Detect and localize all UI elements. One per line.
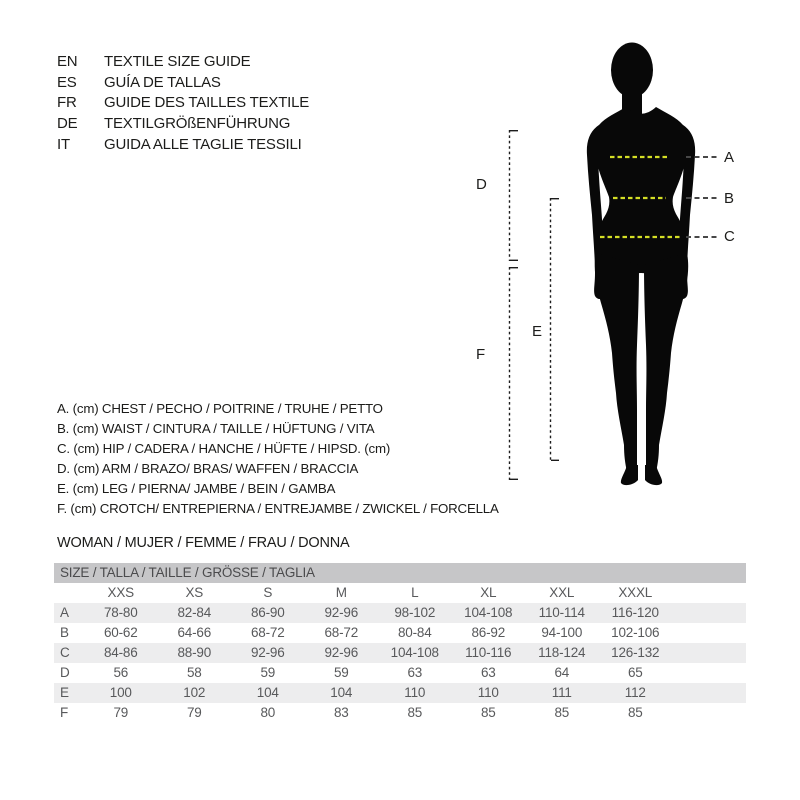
column-header-xxs: XXS: [107, 585, 134, 600]
size-cell: 64: [554, 665, 570, 680]
title-row-fr: [57, 93, 309, 114]
column-header-xs: XS: [185, 585, 204, 600]
size-cell: 59: [333, 665, 349, 680]
size-cell: 79: [186, 705, 202, 720]
title-row-es: [57, 73, 309, 94]
size-cell: 102: [183, 685, 206, 700]
size-cell: 83: [333, 705, 349, 720]
column-header-m: M: [335, 585, 347, 600]
size-cell: 63: [407, 665, 423, 680]
size-cell: 88-90: [177, 645, 212, 660]
row-label: B: [60, 625, 69, 640]
size-cell: 82-84: [177, 605, 212, 620]
size-cell: 98-102: [394, 605, 436, 620]
size-cell: 104: [330, 685, 353, 700]
size-cell: 110-114: [538, 605, 585, 620]
size-table: [54, 563, 746, 723]
column-header-l: L: [411, 585, 419, 600]
table-row-leg: [54, 683, 746, 703]
title-row-en: [57, 52, 309, 73]
size-cell: 84-86: [103, 645, 138, 660]
legend-waist: B. (cm) WAIST / CINTURA / TAILLE / HÜFTUNG / VITA: [57, 421, 375, 436]
legend-arm: D. (cm) ARM / BRAZO/ BRAS/ WAFFEN / BRACCIA: [57, 461, 359, 476]
title-row-it: [57, 135, 309, 156]
column-header-xxl: XXL: [549, 585, 575, 600]
language-code: DE: [57, 115, 78, 133]
size-cell: 92-96: [324, 605, 359, 620]
size-cell: 116-120: [611, 605, 659, 620]
language-code: EN: [57, 53, 78, 70]
table-row-crotch: [54, 703, 746, 723]
size-cell: 94-100: [541, 625, 583, 640]
size-cell: 126-132: [611, 645, 660, 660]
table-row-chest: [54, 603, 746, 623]
row-label: A: [60, 605, 69, 620]
row-label: C: [60, 645, 70, 660]
row-label: D: [60, 665, 70, 680]
size-cell: 110: [477, 685, 499, 700]
chest-marker-label: A: [724, 149, 734, 166]
size-cell: 59: [260, 665, 276, 680]
table-row-arm: [54, 663, 746, 683]
size-cell: 100: [109, 685, 132, 700]
size-table-header-bar: SIZE / TALLA / TAILLE / GRÖSSE / TAGLIA: [54, 563, 746, 583]
guide-title: TEXTILE SIZE GUIDE: [104, 53, 251, 70]
table-group-heading: WOMAN / MUJER / FEMME / FRAU / DONNA: [57, 535, 350, 551]
size-cell: 85: [627, 705, 643, 720]
guide-title: GUIDE DES TAILLES TEXTILE: [104, 94, 310, 112]
size-cell: 68-72: [324, 625, 359, 640]
legend-hip: C. (cm) HIP / CADERA / HANCHE / HÜFTE / HIPSD. (cm): [57, 441, 391, 456]
leg-marker-label: E: [532, 323, 542, 340]
size-cell: 60-62: [103, 625, 138, 640]
size-cell: 110: [404, 685, 426, 700]
size-cell: 65: [627, 665, 643, 680]
guide-title: GUÍA DE TALLAS: [104, 73, 221, 91]
size-cell: 80-84: [397, 625, 432, 640]
size-cell: 63: [480, 665, 496, 680]
crotch-marker-label: F: [476, 346, 485, 363]
size-cell: 79: [113, 705, 129, 720]
column-header-xxxl: XXXL: [618, 585, 653, 600]
size-cell: 104-108: [390, 645, 439, 660]
size-cell: 85: [554, 705, 570, 720]
language-code: ES: [57, 73, 77, 91]
size-cell: 104: [256, 685, 279, 700]
size-cell: 92-96: [250, 645, 285, 660]
size-cell: 85: [480, 705, 496, 720]
size-columns-row: [54, 583, 746, 603]
size-cell: 56: [113, 665, 129, 680]
hip-marker-label: C: [724, 228, 735, 245]
table-row-waist: [54, 623, 746, 643]
size-cell: 110-116: [465, 645, 512, 660]
legend-chest: A. (cm) CHEST / PECHO / POITRINE / TRUHE / PETTO: [57, 401, 383, 416]
row-label: E: [60, 685, 69, 700]
size-cell: 86-92: [471, 625, 506, 640]
size-cell: 86-90: [250, 605, 285, 620]
size-cell: 80: [260, 705, 276, 720]
arm-marker-label: D: [476, 176, 487, 193]
size-cell: 85: [407, 705, 423, 720]
language-code: FR: [57, 94, 77, 112]
size-cell: 104-108: [464, 605, 513, 620]
size-cell: 92-96: [324, 645, 359, 660]
size-cell: 102-106: [611, 625, 660, 640]
row-label: F: [60, 705, 69, 720]
corner-cell: [54, 583, 84, 603]
column-header-xl: XL: [480, 585, 497, 600]
size-cell: 118-124: [538, 645, 586, 660]
legend-leg: E. (cm) LEG / PIERNA/ JAMBE / BEIN / GAMBA: [57, 481, 336, 496]
size-cell: 111: [551, 685, 572, 700]
language-code: IT: [57, 135, 70, 153]
size-cell: 78-80: [103, 605, 138, 620]
size-cell: 64-66: [177, 625, 212, 640]
size-cell: 68-72: [250, 625, 285, 640]
waist-marker-label: B: [724, 190, 734, 207]
woman-silhouette: [587, 43, 695, 486]
guide-title: GUIDA ALLE TAGLIE TESSILI: [104, 135, 302, 153]
title-block: [57, 52, 309, 156]
legend-crotch: F. (cm) CROTCH/ ENTREPIERNA / ENTREJAMBE / ZWICKEL / FORCELLA: [57, 501, 499, 516]
title-row-de: [57, 114, 309, 135]
table-row-hip: [54, 643, 746, 663]
size-cell: 58: [186, 665, 202, 680]
size-cell: 112: [624, 685, 646, 700]
column-header-s: S: [263, 585, 273, 600]
guide-title: TEXTILGRÖßENFÜHRUNG: [104, 115, 291, 133]
measurement-legend: [57, 399, 499, 519]
